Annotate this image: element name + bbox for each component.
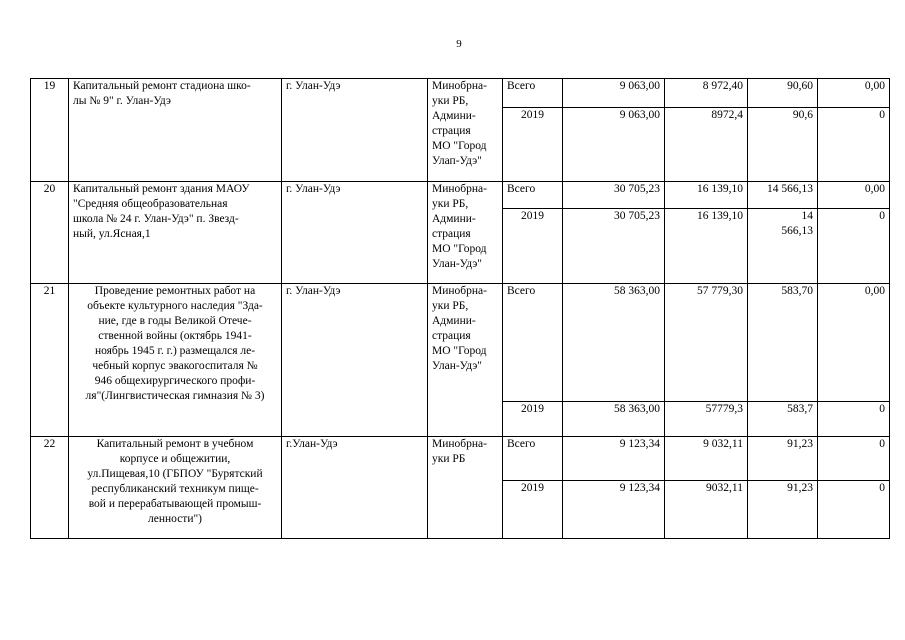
funding-year: 2019 [503,108,563,182]
funding-label: Всего [503,79,563,108]
amount-col2: 9032,11 [665,481,748,539]
amount-col2: 9 032,11 [665,437,748,481]
program-table [30,78,890,539]
amount-col4: 0 [818,481,890,539]
table-row [31,284,890,402]
amount-col3: 91,23 [748,481,818,539]
amount-total: 9 063,00 [563,108,665,182]
funding-year: 2019 [503,402,563,437]
row-number: 21 [31,284,69,437]
amount-col2: 16 139,10 [665,182,748,209]
funding-year: 2019 [503,481,563,539]
table-row [31,182,890,209]
amount-total: 30 705,23 [563,182,665,209]
amount-total: 9 123,34 [563,481,665,539]
amount-col3: 90,60 [748,79,818,108]
project-name: Капитальный ремонт стадиона шко- лы № 9" г. Улан-Удэ [69,79,282,182]
amount-col4: 0 [818,108,890,182]
amount-col3: 583,70 [748,284,818,402]
amount-col2: 8972,4 [665,108,748,182]
row-number: 19 [31,79,69,182]
amount-col4: 0,00 [818,182,890,209]
location: г. Улан-Удэ [282,79,428,182]
responsible: Минобрна- уки РБ [428,437,503,539]
amount-col2: 16 139,10 [665,209,748,284]
table-row [31,79,890,108]
responsible: Минобрна- уки РБ, Админи- страция МО "Город Улап-Удэ" [428,79,503,182]
amount-total: 58 363,00 [563,284,665,402]
page-number: 9 [456,38,462,50]
amount-col4: 0,00 [818,284,890,402]
amount-col3: 91,23 [748,437,818,481]
amount-total: 30 705,23 [563,209,665,284]
amount-col3: 583,7 [748,402,818,437]
project-name: Капитальный ремонт здания МАОУ "Средняя общеобразовательная школа № 24 г. Улан-Удэ" п. Звезд- ный, ул.Ясная,1 [69,182,282,284]
amount-col4: 0 [818,402,890,437]
row-number: 20 [31,182,69,284]
funding-label: Всего [503,284,563,402]
amount-col3: 14 566,13 [748,209,818,284]
amount-col2: 57779,3 [665,402,748,437]
amount-col4: 0 [818,209,890,284]
location: г.Улан-Удэ [282,437,428,539]
table-row [31,437,890,481]
funding-year: 2019 [503,209,563,284]
amount-col3: 90,6 [748,108,818,182]
location: г. Улан-Удэ [282,284,428,437]
amount-total: 58 363,00 [563,402,665,437]
project-name: Проведение ремонтных работ на объекте культурного наследия "Зда- ние, где в годы Великой Отече- ственной войны (октябрь 1941- ноябрь 1945 г. г.) размещался ле- чебный корпус эвакогоспиталя № 946 общехирургического профи- ля"(Лингвистическая гимназия № 3) [69,284,282,437]
amount-total: 9 123,34 [563,437,665,481]
responsible: Минобрна- уки РБ, Админи- страция МО "Город Улан-Удэ" [428,182,503,284]
row-number: 22 [31,437,69,539]
responsible: Минобрна- уки РБ, Админи- страция МО "Город Улан-Удэ" [428,284,503,437]
amount-col4: 0,00 [818,79,890,108]
amount-col2: 8 972,40 [665,79,748,108]
amount-total: 9 063,00 [563,79,665,108]
project-name: Капитальный ремонт в учебном корпусе и общежитии, ул.Пищевая,10 (ГБПОУ "Бурятский республиканский техникум пище- вой и перерабатывающей промыш- ленности") [69,437,282,539]
funding-label: Всего [503,182,563,209]
location: г. Улан-Удэ [282,182,428,284]
amount-col2: 57 779,30 [665,284,748,402]
amount-col4: 0 [818,437,890,481]
amount-col3: 14 566,13 [748,182,818,209]
funding-label: Всего [503,437,563,481]
